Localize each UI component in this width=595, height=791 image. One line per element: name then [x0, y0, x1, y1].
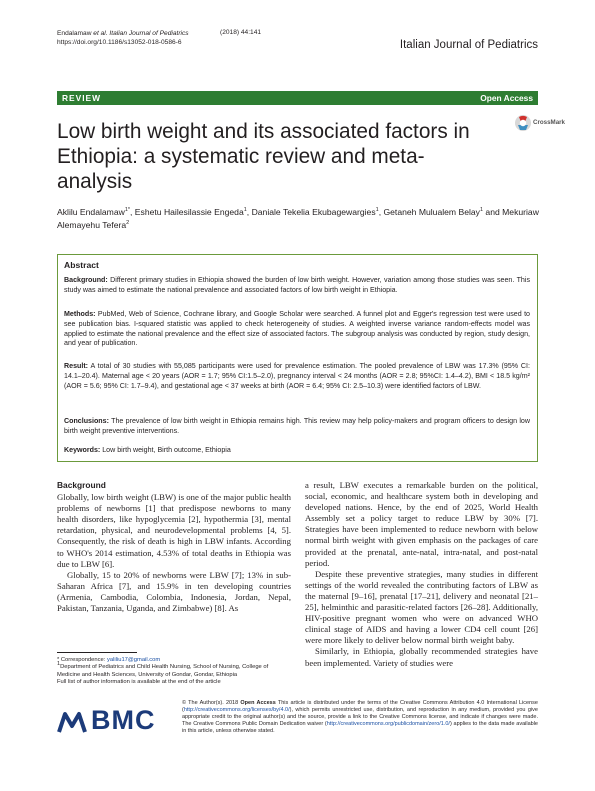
- abstract-result-text: A total of 30 studies with 55,085 participants were used for prevalence estimation. The pooled prevalence of LBW was 17.3% (95% CI: 14.1–20.4). Maternal age < 20 years (AOR = 1.7; 95% CI:1.5–2.0), pregnancy interval < 24 months (AOR = 2.8; 95%CI: 1.4–4.2), BMI < 18.5 kg/m² (AOR = 5.6; 95% CI: 1.7–9.4), and gestational age < 37 weeks at birth (AOR = 6.4; 95% CI: 2.5–10.3) were identified factors of LBW.: [64, 362, 530, 390]
- journal-name: Italian Journal of Pediatrics: [399, 39, 538, 51]
- license-notice: [182, 700, 538, 735]
- body-left-column: [57, 480, 291, 614]
- crossmark-badge[interactable]: [514, 113, 566, 133]
- correspondence-email-link[interactable]: yaliliu17@gmail.com: [106, 657, 161, 663]
- author-4-affil: 1: [479, 207, 484, 214]
- affiliation-marker: 1: [57, 661, 61, 668]
- body-paragraph: Despite these preventive strategies, many studies in different settings of the world revealed the contributing factors of LBW as the maternal [9–16], prenatal [17–21], delivery and neonatal [21–25], helminthic and parasitic-related factors [26–28]. Additionally, HIV-positive pregnant women who were on advanced WHO clinical stage of AIDS and having a lower CD4 cell count [26] were more likely to deliver below normal birth weight baby.: [305, 568, 538, 646]
- header-year-volume: (2018) 44:141: [220, 29, 262, 36]
- author-2-affil: 1: [243, 207, 247, 214]
- body-paragraph: Globally, low birth weight (LBW) is one of the major public health problems of newborns [1] that predispose newborns to many health disorders, like hypoglycemia [2], hypothermia [3], mental retardation, physical, and neurodevelopmental problems [4, 5]. Consequently, the risk of death is high in LBW infants. According to WHO's 2014 estimation, 4.53% of total deaths in Ethiopia was due to LBW [6].: [57, 492, 291, 569]
- section-heading-background: Background: [57, 480, 106, 490]
- body-right-column: [305, 480, 538, 669]
- footnotes: [57, 657, 287, 686]
- abstract-methods-label: Methods:: [64, 310, 96, 318]
- bmc-logo[interactable]: [57, 705, 156, 736]
- running-header: [57, 29, 189, 47]
- body-paragraph: Globally, 15 to 20% of newborns were LBW [7]; 13% in sub-Saharan Africa [7], and 15.9% in ten developing countries (Armenia, Cambodia, Colombia, Indonesia, Jordan, Nepal, Pakistan, Tanzania, Uganda, and Zimbabwe) [8]. As: [57, 569, 291, 614]
- abstract-result: [64, 362, 530, 391]
- abstract-conclusions-label: Conclusions:: [64, 417, 109, 425]
- abstract-conclusions-text: The prevalence of low birth weight in Ethiopia remains high. This review may help policy-makers and program officers to design low birth weight preventive interventions.: [64, 417, 530, 435]
- article-type-banner: [57, 91, 538, 105]
- abstract-background-label: Background:: [64, 276, 108, 284]
- copyright-text: © The Author(s). 2018: [182, 700, 241, 706]
- author-list: [57, 206, 547, 232]
- open-access-bold: Open Access: [240, 700, 276, 706]
- author-2[interactable]: , Eshetu Hailesilassie Engeda: [130, 207, 244, 217]
- doi-link[interactable]: https://doi.org/10.1186/s13052-018-0586-6: [57, 39, 182, 46]
- author-4[interactable]: , Getaneh Mulualem Belay: [378, 207, 480, 217]
- crossmark-label: CrossMark: [533, 119, 565, 126]
- license-text: ) applies to the data made available in this article, unless otherwise stated.: [182, 721, 538, 735]
- full-list-note: Full list of author information is available at the end of the article: [57, 678, 221, 685]
- abstract-conclusions: [64, 417, 530, 437]
- abstract-methods-text: PubMed, Web of Science, Cochrane library, and Google Scholar were searched. A funnel plot and Egger's regression test were used to see publication bias. I-squared statistic was applied to check heterogeneity of studies. A weighted inverse variance random-effects model was applied to estimate the national prevalence and the effect size of associated factors. The subgroup analysis was conducted by region, study design, and year of publication.: [64, 310, 530, 348]
- footnote-divider: [57, 652, 137, 653]
- abstract-background-text: Different primary studies in Ethiopia showed the burden of low birth weight. However, variation among those studies was seen. This study was aimed to estimate the national prevalence and associated factors of low birth weight in Ethiopia.: [64, 276, 530, 294]
- author-5-affil: 2: [126, 220, 130, 227]
- affiliation-text: Department of Pediatrics and Child Health Nursing, School of Nursing, College of Medicine and Health Sciences, University of Gondar, Gondar, Ethiopia: [57, 664, 269, 678]
- author-3[interactable]: , Daniale Tekelia Ekubagewargies: [246, 207, 376, 217]
- bmc-mark-icon: [57, 708, 87, 734]
- correspondence-label: * Correspondence:: [57, 657, 107, 663]
- article-type-label: REVIEW: [62, 93, 102, 103]
- license-text: ), which permits unrestricted use, distribution, and reproduction in any medium, provided you give appropriate credit to the original author(s) and the source, provide a link to the Creative Commons license, and indicate if changes were made. The Creative Commons Public Domain Dedication waiver (: [182, 707, 538, 728]
- license-text: This article is distributed under the terms of the Creative Commons Attribution 4.0 International License (: [182, 700, 538, 714]
- license-link-zero[interactable]: http://creativecommons.org/publicdomain/zero/1.0/: [326, 721, 450, 728]
- abstract-keywords-text: Low birth weight, Birth outcome, Ethiopia: [100, 446, 231, 454]
- abstract-keywords-label: Keywords:: [64, 446, 101, 454]
- license-link-by[interactable]: http://creativecommons.org/licenses/by/4.0/: [183, 707, 290, 714]
- abstract-result-label: Result:: [64, 362, 89, 370]
- author-1-affil: 1*: [124, 207, 131, 214]
- open-access-label: Open Access: [480, 93, 533, 103]
- abstract-methods: [64, 310, 530, 349]
- header-journal-italic: et al. Italian Journal of Pediatrics: [93, 30, 189, 37]
- article-title: Low birth weight and its associated factors in Ethiopia: a systematic review and meta-analysis: [57, 120, 470, 193]
- abstract-keywords: [64, 446, 530, 456]
- body-paragraph: Similarly, in Ethiopia, globally recommended strategies have been implemented. Variety of studies were: [305, 646, 538, 668]
- author-3-affil: 1: [375, 207, 379, 214]
- abstract-heading: Abstract: [64, 260, 99, 270]
- body-paragraph: a result, LBW executes a remarkable burden on the political, social, economic, and healthcare system both in developing and developed nations. Hence, by the end of 2025, World Health Assembly set a policy target to reduce LBW by 30% [7]. Strategies have been implemented to reduce newborn with below normal birth weight with given emphasis on the packages of care provided at the prenatal, ante-natal, intra-natal, and post-natal period.: [305, 480, 538, 568]
- bmc-logo-text: BMC: [91, 705, 156, 735]
- header-authors: Endalamaw: [57, 30, 94, 37]
- author-5[interactable]: and Mekuriaw Alemayehu Tefera: [57, 207, 539, 230]
- author-1[interactable]: Aklilu Endalamaw: [57, 207, 125, 217]
- abstract-background: [64, 276, 530, 296]
